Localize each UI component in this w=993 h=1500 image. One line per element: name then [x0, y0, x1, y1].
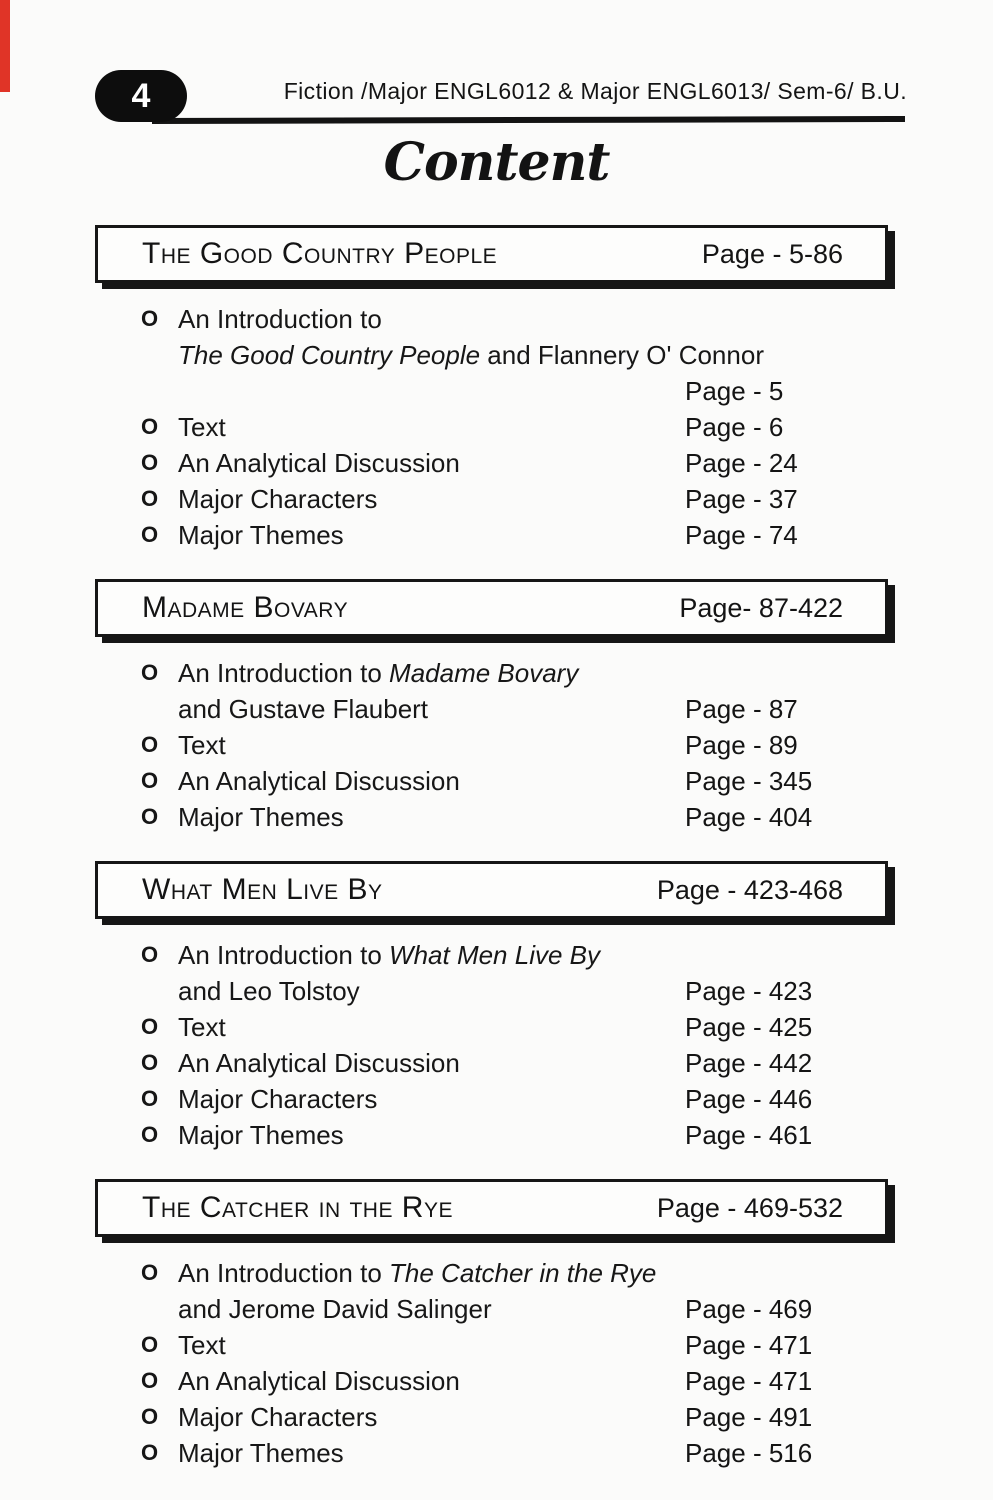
- section-header-box: [95, 1179, 888, 1237]
- item-text-segment: An Analytical Discussion: [178, 448, 460, 478]
- bullet-icon: O: [141, 1368, 159, 1393]
- bullet-icon: O: [141, 306, 159, 331]
- bullet-icon: O: [141, 1122, 159, 1147]
- item-text-segment: Text: [178, 412, 226, 442]
- section-items: [95, 301, 888, 553]
- item-text-segment: An Introduction to: [178, 658, 390, 688]
- item-page-label: Page - 87: [685, 694, 798, 724]
- item-text: [178, 1294, 492, 1324]
- item-text: [178, 1438, 344, 1468]
- item-text: [178, 304, 382, 334]
- item-text: [178, 412, 226, 442]
- item-text: [178, 340, 764, 370]
- toc-item-row: [95, 445, 888, 481]
- item-text: [178, 520, 344, 550]
- section-page-range: Page - 423-468: [656, 874, 843, 905]
- toc-item-row: [95, 1117, 888, 1153]
- item-text-segment: An Introduction to: [178, 1258, 390, 1288]
- bullet-icon: O: [141, 1086, 159, 1111]
- toc-item-row: [95, 937, 888, 973]
- item-text: [178, 1330, 226, 1360]
- section-header-box: [95, 861, 888, 919]
- toc-item-row: [95, 727, 888, 763]
- item-text: [178, 1084, 377, 1114]
- item-text-segment: The Catcher in the Rye: [389, 1258, 657, 1288]
- item-text-segment: Major Characters: [178, 1402, 378, 1432]
- section-title: The Good Country People: [142, 237, 498, 270]
- bullet-icon: O: [141, 522, 159, 547]
- bullet-icon: O: [141, 1050, 159, 1075]
- bullet-icon: O: [141, 1332, 159, 1357]
- item-text-segment: Major Themes: [178, 1120, 344, 1150]
- item-text-segment: An Analytical Discussion: [178, 1048, 460, 1078]
- bullet-icon: O: [141, 1260, 159, 1285]
- table-of-contents: [95, 225, 888, 1497]
- item-page-label: Page - 24: [685, 448, 798, 478]
- toc-item-row: [95, 691, 888, 727]
- item-text: [178, 694, 428, 724]
- bullet-icon: O: [141, 804, 159, 829]
- item-text-segment: Text: [178, 1012, 226, 1042]
- item-text-segment: An Analytical Discussion: [178, 1366, 460, 1396]
- item-text: [178, 1402, 377, 1432]
- item-text: [178, 658, 578, 688]
- item-page-label: Page - 442: [685, 1048, 813, 1078]
- item-text: [178, 1366, 460, 1396]
- item-page-label: Page - 6: [685, 412, 784, 442]
- item-text: [178, 1120, 344, 1150]
- item-page-label: Page - 516: [685, 1438, 813, 1468]
- toc-item-row: [95, 973, 888, 1009]
- toc-section: [95, 1179, 888, 1471]
- bullet-icon: O: [141, 1440, 159, 1465]
- bullet-icon: O: [141, 942, 159, 967]
- course-header: Fiction /Major ENGL6012 & Major ENGL6013/ Sem-6/ B.U.: [283, 78, 907, 104]
- item-page-label: Page - 404: [685, 802, 813, 832]
- toc-item-row: [95, 1327, 888, 1363]
- item-text: [178, 448, 460, 478]
- item-text-segment: An Introduction to: [178, 304, 382, 334]
- item-text: [178, 1012, 226, 1042]
- item-text: [178, 1048, 460, 1078]
- item-text-segment: The Good Country People: [178, 340, 481, 370]
- item-text: [178, 484, 377, 514]
- item-page-label: Page - 471: [685, 1330, 813, 1360]
- toc-item-row: [95, 373, 888, 409]
- item-page-label: Page - 461: [685, 1120, 813, 1150]
- item-text: [178, 1258, 656, 1288]
- toc-item-row: [95, 1009, 888, 1045]
- toc-item-row: [95, 301, 888, 337]
- bullet-icon: O: [141, 768, 159, 793]
- section-page-range: Page - 469-532: [656, 1192, 843, 1223]
- bullet-icon: O: [141, 660, 159, 685]
- toc-item-row: [95, 1363, 888, 1399]
- item-page-label: Page - 425: [685, 1012, 813, 1042]
- toc-item-row: [95, 517, 888, 553]
- toc-section: [95, 861, 888, 1153]
- scan-edge-artifact: [0, 0, 10, 92]
- bullet-icon: O: [141, 1404, 159, 1429]
- page-number-badge: [95, 70, 187, 122]
- toc-section: [95, 225, 888, 553]
- section-page-range: Page- 87-422: [679, 592, 843, 623]
- item-text-segment: An Introduction to: [178, 940, 390, 970]
- toc-item-row: [95, 409, 888, 445]
- section-title: What Men Live By: [142, 873, 383, 906]
- item-text-segment: An Analytical Discussion: [178, 766, 460, 796]
- item-page-label: Page - 74: [685, 520, 798, 550]
- toc-item-row: [95, 481, 888, 517]
- item-text: [178, 976, 360, 1006]
- item-text-segment: and Jerome David Salinger: [178, 1294, 492, 1324]
- toc-item-row: [95, 1255, 888, 1291]
- item-page-label: Page - 89: [685, 730, 798, 760]
- item-page-label: Page - 469: [685, 1294, 813, 1324]
- section-header-box: [95, 579, 888, 637]
- toc-item-row: [95, 655, 888, 691]
- toc-item-row: [95, 1045, 888, 1081]
- item-text: [178, 802, 344, 832]
- toc-section: [95, 579, 888, 835]
- item-text-segment: What Men Live By: [389, 940, 601, 970]
- bullet-icon: O: [141, 414, 159, 439]
- toc-item-row: [95, 1435, 888, 1471]
- item-page-label: Page - 345: [685, 766, 813, 796]
- toc-item-row: [95, 763, 888, 799]
- item-text-segment: Major Themes: [178, 520, 344, 550]
- toc-item-row: [95, 1291, 888, 1327]
- item-text: [178, 940, 600, 970]
- section-title: Madame Bovary: [142, 591, 349, 624]
- section-header-box: [95, 225, 888, 283]
- section-page-range: Page - 5-86: [701, 238, 843, 269]
- item-text: [178, 730, 226, 760]
- section-items: [95, 937, 888, 1153]
- section-title: The Catcher in the Rye: [142, 1191, 453, 1224]
- item-text-segment: and Leo Tolstoy: [178, 976, 360, 1006]
- bullet-icon: O: [141, 732, 159, 757]
- item-page-label: Page - 423: [685, 976, 813, 1006]
- bullet-icon: O: [141, 486, 159, 511]
- section-items: [95, 1255, 888, 1471]
- item-text-segment: Major Characters: [178, 484, 378, 514]
- item-text: [178, 766, 460, 796]
- item-page-label: Page - 5: [685, 376, 784, 406]
- item-text-segment: and Gustave Flaubert: [178, 694, 429, 724]
- page-number: 4: [131, 76, 151, 115]
- toc-item-row: [95, 1081, 888, 1117]
- item-text-segment: Major Themes: [178, 802, 344, 832]
- item-page-label: Page - 491: [685, 1402, 813, 1432]
- item-text-segment: Text: [178, 730, 226, 760]
- bullet-icon: O: [141, 1014, 159, 1039]
- toc-item-row: [95, 799, 888, 835]
- toc-item-row: [95, 1399, 888, 1435]
- item-text-segment: and Flannery O' Connor: [480, 340, 764, 370]
- item-page-label: Page - 471: [685, 1366, 813, 1396]
- item-page-label: Page - 446: [685, 1084, 813, 1114]
- header-rule: [152, 116, 905, 124]
- item-text-segment: Text: [178, 1330, 226, 1360]
- section-items: [95, 655, 888, 835]
- bullet-icon: O: [141, 450, 159, 475]
- item-text-segment: Madame Bovary: [389, 658, 579, 688]
- toc-item-row: [95, 337, 888, 373]
- item-text-segment: Major Themes: [178, 1438, 344, 1468]
- content-title: Content: [383, 132, 610, 193]
- item-text-segment: Major Characters: [178, 1084, 378, 1114]
- item-page-label: Page - 37: [685, 484, 798, 514]
